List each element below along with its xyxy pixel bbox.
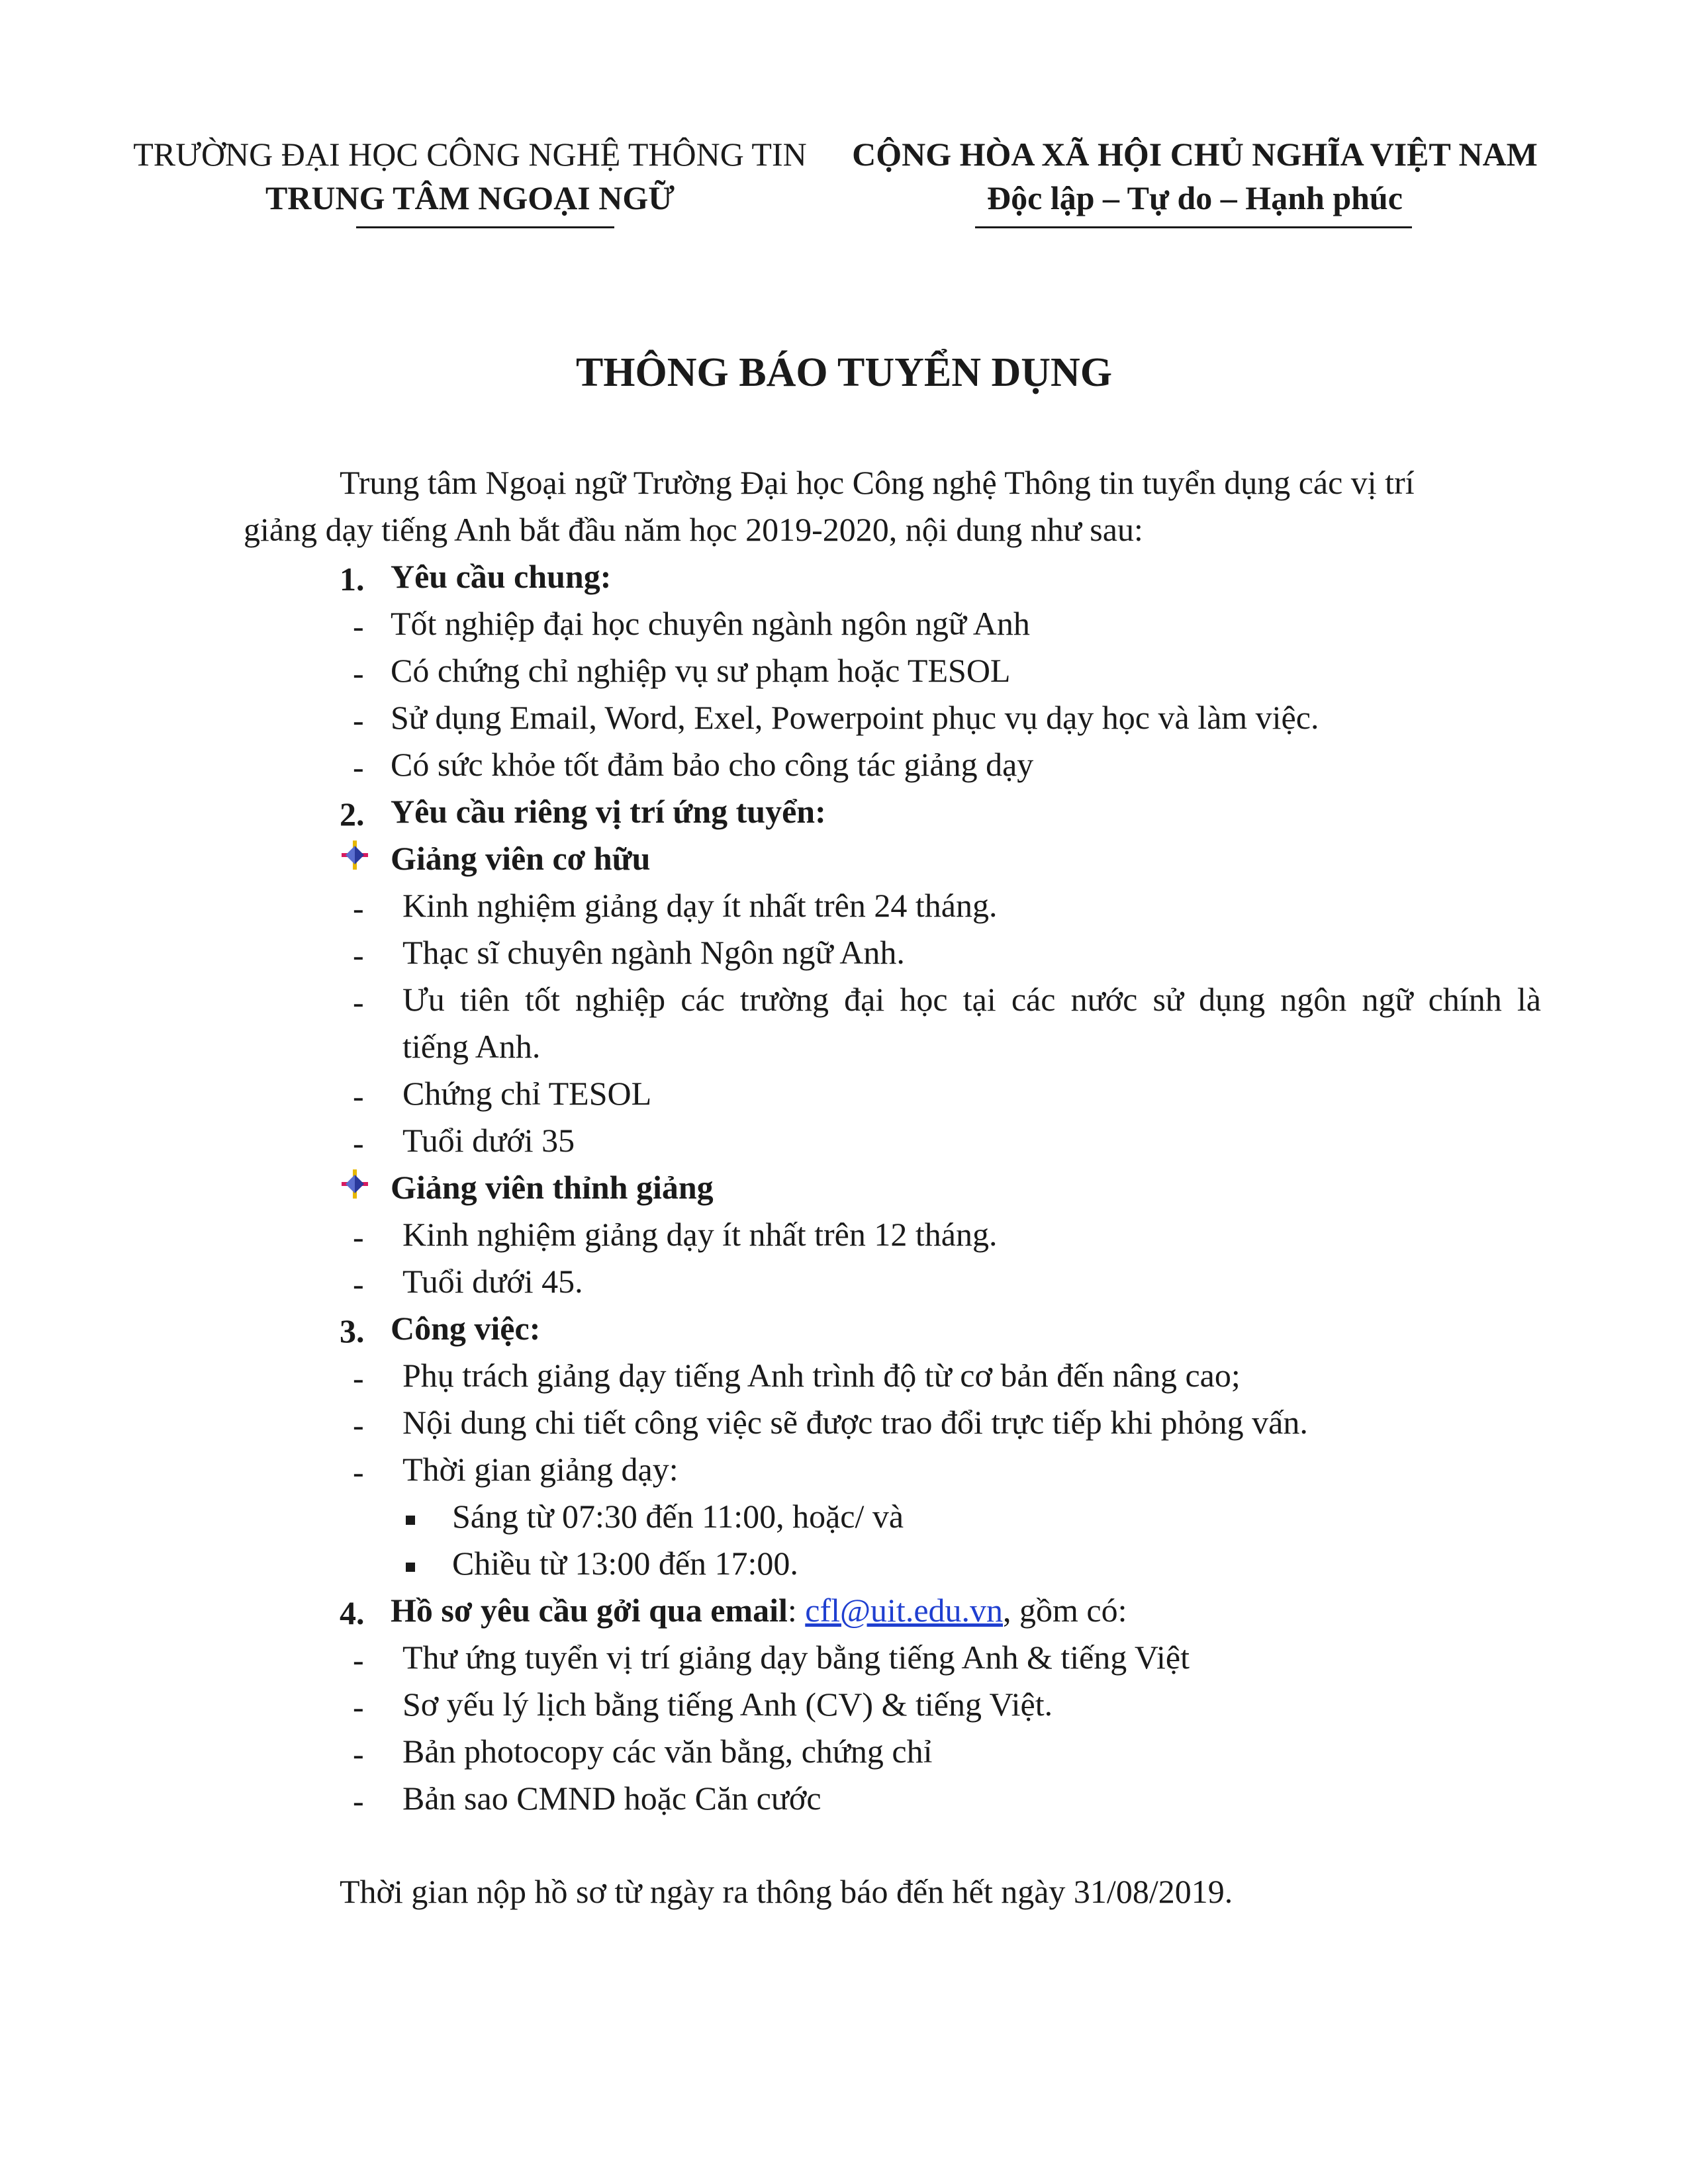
bullet-dash: - — [353, 1077, 364, 1115]
list-item: Có chứng chỉ nghiệp vụ sư phạm hoặc TESOL — [391, 652, 1011, 689]
section-number: 1. — [340, 561, 365, 598]
bullet-dash: - — [353, 1453, 364, 1490]
list-item: Chứng chỉ TESOL — [402, 1075, 652, 1112]
subsection-heading: Giảng viên thỉnh giảng — [391, 1169, 714, 1206]
bullet-dash: - — [353, 1406, 364, 1443]
left-header-rule — [356, 226, 614, 228]
bullet-dash: - — [353, 1782, 364, 1819]
list-item: Bản photocopy các văn bằng, chứng chỉ — [402, 1733, 933, 1770]
bullet-dash: - — [353, 702, 364, 739]
sub-list-item: Chiều từ 13:00 đến 17:00. — [452, 1545, 798, 1582]
list-item: Kinh nghiệm giảng dạy ít nhất trên 12 tháng. — [402, 1216, 998, 1253]
list-item: Tốt nghiệp đại học chuyên ngành ngôn ngữ Anh — [391, 605, 1030, 642]
motto: Độc lập – Tự do – Hạnh phúc — [987, 179, 1403, 216]
list-item: Nội dung chi tiết công việc sẽ được trao đổi trực tiếp khi phỏng vấn. — [402, 1404, 1308, 1441]
page-title: THÔNG BÁO TUYỂN DỤNG — [575, 350, 1113, 395]
sub-list-item: Sáng từ 07:30 đến 11:00, hoặc/ và — [452, 1498, 904, 1535]
bullet-dash: - — [353, 608, 364, 645]
section-heading: Yêu cầu riêng vị trí ứng tuyển: — [391, 793, 826, 830]
bullet-dash: - — [353, 655, 364, 692]
org-name: TRƯỜNG ĐẠI HỌC CÔNG NGHỆ THÔNG TIN — [133, 136, 807, 173]
bullet-dash: - — [353, 983, 364, 1021]
bullet-dash: - — [353, 1124, 364, 1161]
arrow-bullet-icon — [342, 841, 368, 870]
square-bullet-icon — [406, 1563, 415, 1572]
list-item: Sử dụng Email, Word, Exel, Powerpoint phục vụ dạy học và làm việc. — [391, 699, 1319, 736]
intro-line-1: Trung tâm Ngoại ngữ Trường Đại học Công nghệ Thông tin tuyển dụng các vị trí — [340, 464, 1415, 501]
bullet-dash: - — [353, 1641, 364, 1678]
bullet-dash: - — [353, 1688, 364, 1725]
list-item: Kinh nghiệm giảng dạy ít nhất trên 24 tháng. — [402, 887, 998, 924]
list-item: Tuổi dưới 45. — [402, 1263, 583, 1300]
org-unit: TRUNG TÂM NGOẠI NGỮ — [265, 179, 675, 216]
bullet-dash: - — [353, 936, 364, 974]
list-item: Phụ trách giảng dạy tiếng Anh trình độ từ cơ bản đến nâng cao; — [402, 1357, 1241, 1394]
deadline-text: Thời gian nộp hồ sơ từ ngày ra thông báo đến hết ngày 31/08/2019. — [340, 1873, 1233, 1910]
list-item: Sơ yếu lý lịch bằng tiếng Anh (CV) & tiếng Việt. — [402, 1686, 1053, 1723]
list-item: Tuổi dưới 35 — [402, 1122, 575, 1159]
section-heading: Hồ sơ yêu cầu gởi qua email — [391, 1592, 788, 1629]
section-heading-line — [391, 1587, 1127, 1634]
bullet-dash: - — [353, 1735, 364, 1772]
section-heading: Công việc: — [391, 1310, 541, 1347]
arrow-bullet-icon — [342, 1169, 368, 1199]
list-item: Ưu tiên tốt nghiệp các trường đại học tại các nước sử dụng ngôn ngữ chính là — [402, 981, 1541, 1018]
list-item: Thạc sĩ chuyên ngành Ngôn ngữ Anh. — [402, 934, 905, 971]
right-header-rule — [975, 226, 1412, 228]
section-number: 2. — [340, 796, 365, 833]
email-link[interactable]: cfl@uit.edu.vn — [805, 1592, 1004, 1629]
heading-suffix: , gồm có: — [1003, 1592, 1127, 1629]
list-item-continuation: tiếng Anh. — [402, 1028, 541, 1065]
intro-line-2: giảng dạy tiếng Anh bắt đầu năm học 2019-2020, nội dung như sau: — [244, 511, 1143, 548]
list-item: Thư ứng tuyển vị trí giảng dạy bằng tiếng Anh & tiếng Việt — [402, 1639, 1190, 1676]
country-name: CỘNG HÒA XÃ HỘI CHỦ NGHĨA VIỆT NAM — [852, 136, 1538, 173]
bullet-dash: - — [353, 749, 364, 786]
square-bullet-icon — [406, 1516, 415, 1525]
bullet-dash: - — [353, 889, 364, 927]
subsection-heading: Giảng viên cơ hữu — [391, 840, 651, 877]
heading-colon: : — [787, 1592, 797, 1629]
list-item: Có sức khỏe tốt đảm bảo cho công tác giảng dạy — [391, 746, 1034, 783]
section-number: 3. — [340, 1312, 365, 1349]
section-heading: Yêu cầu chung: — [391, 558, 612, 595]
section-number: 4. — [340, 1594, 365, 1631]
list-item: Bản sao CMND hoặc Căn cước — [402, 1780, 821, 1817]
bullet-dash: - — [353, 1218, 364, 1255]
bullet-dash: - — [353, 1265, 364, 1302]
bullet-dash: - — [353, 1359, 364, 1396]
list-item: Thời gian giảng dạy: — [402, 1451, 679, 1488]
